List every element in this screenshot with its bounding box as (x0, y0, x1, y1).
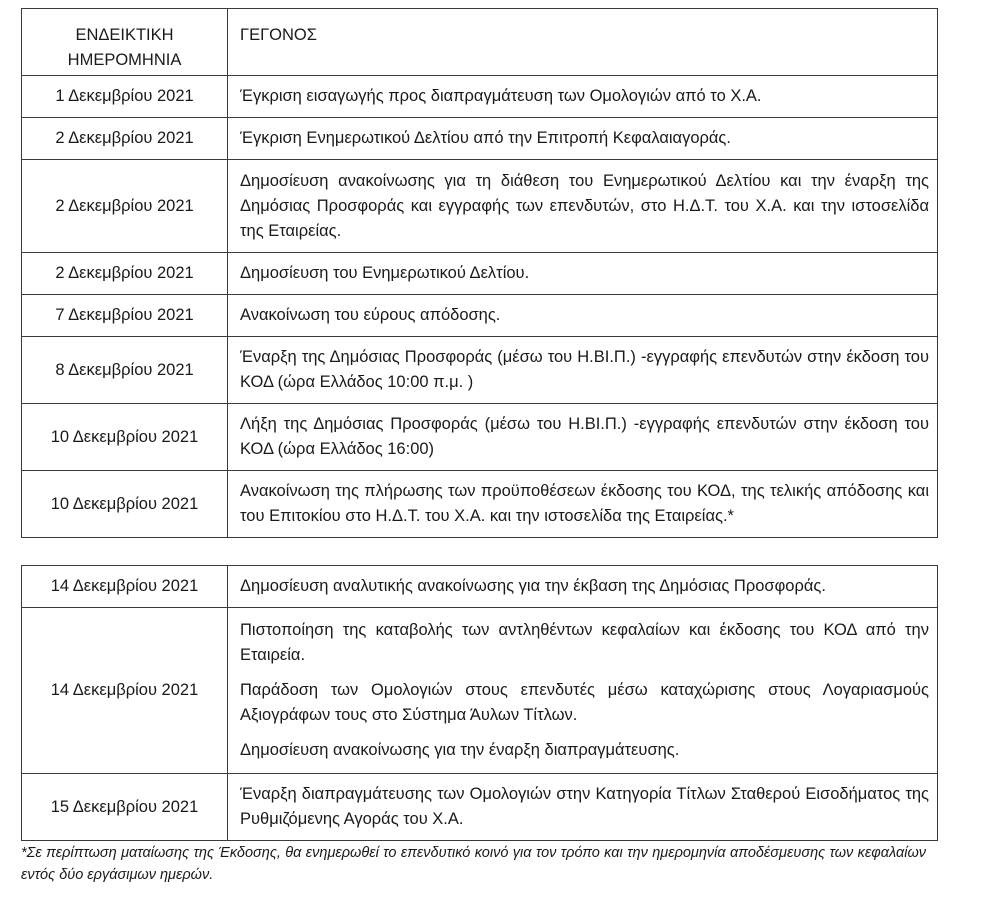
row-date: 2 Δεκεμβρίου 2021 (22, 160, 228, 253)
row-event-text: Έναρξη διαπραγμάτευσης των Ομολογιών στην Κατηγορία Τίτλων Σταθερού Εισοδήματος της Ρυθμιζόμενης Αγοράς του Χ.Α. (240, 785, 929, 828)
row-event (228, 471, 938, 538)
table-row (22, 608, 938, 774)
row-date: 7 Δεκεμβρίου 2021 (22, 295, 228, 337)
row-event-text: Ανακοίνωση της πλήρωσης των προϋποθέσεων έκδοσης του ΚΟΔ, της τελικής απόδοσης και του Επιτοκίου στο Η.Δ.Τ. του Χ.Α. και την ιστοσελίδα της Εταιρείας.* (240, 482, 929, 525)
row-date: 8 Δεκεμβρίου 2021 (22, 337, 228, 404)
header-event-cell: ΓΕΓΟΝΟΣ (228, 9, 938, 76)
row-date: 2 Δεκεμβρίου 2021 (22, 118, 228, 160)
row-event (228, 404, 938, 471)
table-row (22, 404, 938, 471)
row-event (228, 608, 938, 774)
row-event-text: Δημοσίευση αναλυτικής ανακοίνωσης για την έκβαση της Δημόσιας Προσφοράς. (240, 577, 826, 595)
row-event (228, 337, 938, 404)
row-event (228, 566, 938, 608)
row-event (228, 118, 938, 160)
header-date-line2: ΗΜΕΡΟΜΗΝΙΑ (67, 51, 182, 69)
timetable-part-2 (21, 565, 938, 841)
row-date: 10 Δεκεμβρίου 2021 (22, 471, 228, 538)
table-row (22, 76, 938, 118)
row-event-text: Πιστοποίηση της καταβολής των αντληθέντων κεφαλαίων και έκδοσης του ΚΟΔ από την Εταιρεία. (240, 621, 929, 664)
row-event (228, 76, 938, 118)
row-event-text: Δημοσίευση του Ενημερωτικού Δελτίου. (240, 264, 530, 282)
row-event-text: Δημοσίευση ανακοίνωσης για τη διάθεση του Ενημερωτικού Δελτίου και την έναρξη της Δημόσιας Προσφοράς και εγγραφής των επενδυτών, στο Η.Δ.Τ. του Χ.Α. και την ιστοσελίδα της Εταιρείας. (240, 171, 929, 240)
row-date: 15 Δεκεμβρίου 2021 (22, 774, 228, 841)
row-event-text: Έγκριση εισαγωγής προς διαπραγμάτευση των Ομολογιών από το Χ.Α. (240, 87, 762, 105)
row-event-text: Δημοσίευση ανακοίνωσης για την έναρξη διαπραγμάτευσης. (240, 741, 680, 759)
row-event-text: Παράδοση των Ομολογιών στους επενδυτές μέσω καταχώρισης στους Λογαριασμούς Αξιογράφων τους στο Σύστημα Άυλων Τίτλων. (240, 681, 929, 724)
row-event (228, 295, 938, 337)
row-event-text: Λήξη της Δημόσιας Προσφοράς (μέσω του Η.ΒΙ.Π.) -εγγραφής επενδυτών στην έκδοση του ΚΟΔ (ώρα Ελλάδος 16:00) (240, 415, 929, 458)
row-event-text: Έγκριση Ενημερωτικού Δελτίου από την Επιτροπή Κεφαλαιαγοράς. (240, 129, 731, 147)
table-row (22, 295, 938, 337)
row-date: 1 Δεκεμβρίου 2021 (22, 76, 228, 118)
table-header-row (22, 9, 938, 76)
table-row (22, 160, 938, 253)
row-date: 10 Δεκεμβρίου 2021 (22, 404, 228, 471)
table-row (22, 566, 938, 608)
row-event (228, 160, 938, 253)
footnote: *Σε περίπτωση ματαίωσης της Έκδοσης, θα ενημερωθεί το επενδυτικό κοινό για τον τρόπο και την ημερομηνία αποδέσμευσης των κεφαλαίων εντός δύο εργάσιμων ημερών. (21, 845, 926, 883)
row-date: 2 Δεκεμβρίου 2021 (22, 253, 228, 295)
header-date-line1: ΕΝΔΕΙΚΤΙΚΗ (75, 26, 174, 44)
row-event (228, 774, 938, 841)
row-event-text: Έναρξη της Δημόσιας Προσφοράς (μέσω του Η.ΒΙ.Π.) -εγγραφής επενδυτών στην έκδοση του ΚΟΔ (ώρα Ελλάδος 10:00 π.μ. ) (240, 348, 929, 391)
row-event (228, 253, 938, 295)
timetable-part-1 (21, 8, 938, 538)
row-event-text: Ανακοίνωση του εύρους απόδοσης. (240, 306, 501, 324)
row-date: 14 Δεκεμβρίου 2021 (22, 566, 228, 608)
table-row (22, 774, 938, 841)
header-date-cell (22, 9, 228, 76)
table-row (22, 471, 938, 538)
table-row (22, 253, 938, 295)
table-row (22, 118, 938, 160)
table-row (22, 337, 938, 404)
row-date: 14 Δεκεμβρίου 2021 (22, 608, 228, 774)
